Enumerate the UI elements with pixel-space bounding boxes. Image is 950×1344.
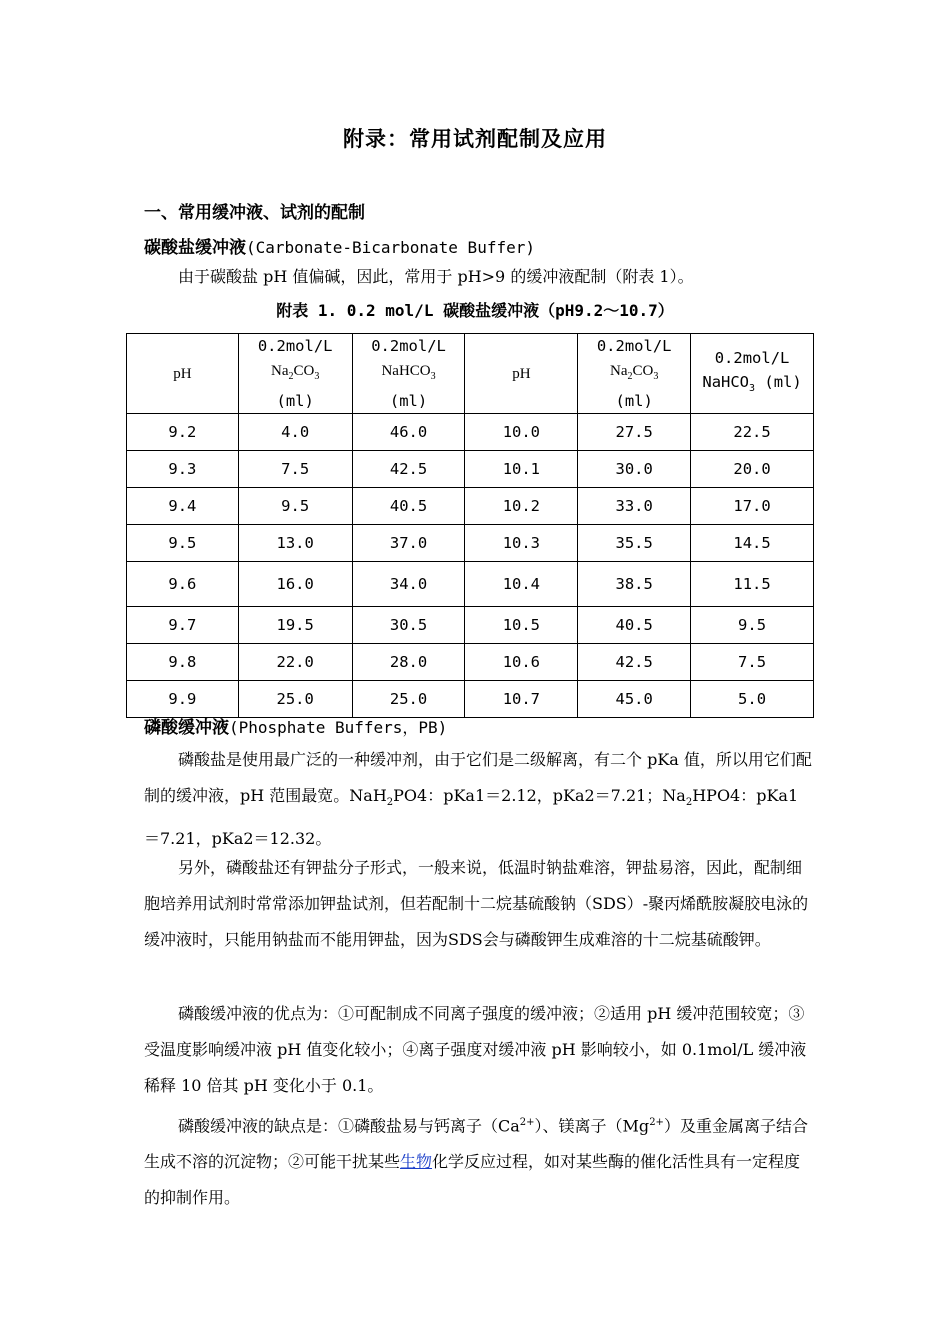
phosphate-heading-en: (Phosphate Buffers，PB): [229, 718, 448, 737]
table-row: [127, 607, 814, 644]
carbonate-buffer-table: [126, 333, 814, 718]
header-ph-2: pH: [465, 334, 578, 414]
phosphate-paragraph-4: 磷酸缓冲液的缺点是：①磷酸盐易与钙离子$(Ca^{2+})$、镁离子$(Mg^{2+})$及重金属离子结合生成不溶的沉淀物；②可能干扰某些生物化学反应过程，如对某些酶的催化活性具有一定程度的抑制作用。: [144, 1116, 808, 1208]
table-cell: 10.0: [465, 414, 578, 451]
table-cell: 9.9: [127, 681, 239, 718]
table-cell: 22.5: [691, 414, 814, 451]
table-cell: 10.6: [465, 644, 578, 681]
table-cell: 20.0: [691, 451, 814, 488]
table-cell: 10.1: [465, 451, 578, 488]
table-cell: 9.7: [127, 607, 239, 644]
table-cell: 40.5: [578, 607, 691, 644]
header-nahco3: 0.2mol/L NaHCO$_3$ (ml): [352, 334, 465, 414]
table-row: [127, 562, 814, 607]
carbonate-heading-en: (Carbonate-Bicarbonate Buffer): [246, 238, 535, 257]
table-cell: 9.2: [127, 414, 239, 451]
table-cell: 34.0: [352, 562, 465, 607]
table-cell: 13.0: [238, 525, 352, 562]
section-heading: 一、常用缓冲液、试剂的配制: [144, 203, 365, 223]
table-cell: 30.0: [578, 451, 691, 488]
phosphate-paragraph-1: 磷酸盐是使用最广泛的一种缓冲剂，由于它们是二级解离，有二个 pKa 值，所以用它们配制的缓冲液，pH 范围最宽。NaH$_2$PO4：pKa1＝2.12，pKa2＝7.21；$Na_2HPO4$：pKa1＝7.21，pKa2＝12.32。: [144, 750, 812, 849]
table-cell: 7.5: [691, 644, 814, 681]
carbonate-intro: 由于碳酸盐 pH 值偏碱，因此，常用于 pH>9 的缓冲液配制（附表 1）。: [178, 267, 694, 286]
table-cell: 17.0: [691, 488, 814, 525]
table-cell: 10.3: [465, 525, 578, 562]
table-cell: 10.2: [465, 488, 578, 525]
table-cell: 37.0: [352, 525, 465, 562]
table-cell: 14.5: [691, 525, 814, 562]
table-cell: 27.5: [578, 414, 691, 451]
table-cell: 40.5: [352, 488, 465, 525]
table-cell: 33.0: [578, 488, 691, 525]
carbonate-heading: [144, 233, 535, 258]
table-cell: 45.0: [578, 681, 691, 718]
biology-link[interactable]: 生物: [400, 1152, 433, 1172]
table-row: [127, 451, 814, 488]
table-header-row: [127, 334, 814, 414]
table-cell: 9.4: [127, 488, 239, 525]
header-nahco3-2: 0.2mol/L NaHCO$_3$ (ml): [691, 334, 814, 414]
table-row: [127, 488, 814, 525]
phosphate-heading-cn: 磷酸缓冲液: [144, 718, 229, 738]
table-cell: 7.5: [238, 451, 352, 488]
table-cell: 9.3: [127, 451, 239, 488]
table-cell: 11.5: [691, 562, 814, 607]
table-row: [127, 681, 814, 718]
table-cell: 19.5: [238, 607, 352, 644]
table-cell: 28.0: [352, 644, 465, 681]
page-title: 附录：常用试剂配制及应用: [343, 127, 607, 151]
table-cell: 30.5: [352, 607, 465, 644]
table-cell: 9.8: [127, 644, 239, 681]
table-cell: 5.0: [691, 681, 814, 718]
table-cell: 10.5: [465, 607, 578, 644]
table-cell: 42.5: [352, 451, 465, 488]
table-cell: 16.0: [238, 562, 352, 607]
table-cell: 38.5: [578, 562, 691, 607]
table-cell: 46.0: [352, 414, 465, 451]
table-cell: 42.5: [578, 644, 691, 681]
table-cell: 9.5: [127, 525, 239, 562]
table-row: [127, 414, 814, 451]
header-ph: pH: [127, 334, 239, 414]
header-na2co3-2: 0.2mol/L $Na_2CO_3$ (ml): [578, 334, 691, 414]
table-cell: 10.7: [465, 681, 578, 718]
table-cell: 10.4: [465, 562, 578, 607]
table-cell: 4.0: [238, 414, 352, 451]
table-cell: 25.0: [238, 681, 352, 718]
table-caption: 附表 1. 0.2 mol/L 碳酸盐缓冲液（pH9.2～10.7）: [276, 301, 674, 320]
phosphate-paragraph-3: 磷酸缓冲液的优点为：①可配制成不同离子强度的缓冲液；②适用 pH 缓冲范围较宽；③受温度影响缓冲液 pH 值变化较小；④离子强度对缓冲液 pH 影响较小，如 0.1mol/L 缓冲液稀释 10 倍其 pH 变化小于 0.1。: [144, 1004, 807, 1095]
table-row: [127, 644, 814, 681]
header-na2co3: 0.2mol/L $Na_2CO_3$ (ml): [238, 334, 352, 414]
table-body: [127, 414, 814, 718]
table-row: [127, 525, 814, 562]
table-cell: 25.0: [352, 681, 465, 718]
table-cell: 9.5: [691, 607, 814, 644]
table-cell: 22.0: [238, 644, 352, 681]
table-cell: 9.6: [127, 562, 239, 607]
table-cell: 35.5: [578, 525, 691, 562]
table-cell: 9.5: [238, 488, 352, 525]
phosphate-heading: [144, 713, 447, 738]
carbonate-heading-cn: 碳酸盐缓冲液: [144, 238, 246, 258]
phosphate-paragraph-2: 另外，磷酸盐还有钾盐分子形式，一般来说，低温时钠盐难溶，钾盐易溶，因此，配制细胞培养用试剂时常常添加钾盐试剂，但若配制十二烷基硫酸钠（SDS）-聚丙烯酰胺凝胶电泳的缓冲液时，只能用钠盐而不能用钾盐，因为SDS会与磷酸钾生成难溶的十二烷基硫酸钾。: [144, 858, 809, 949]
